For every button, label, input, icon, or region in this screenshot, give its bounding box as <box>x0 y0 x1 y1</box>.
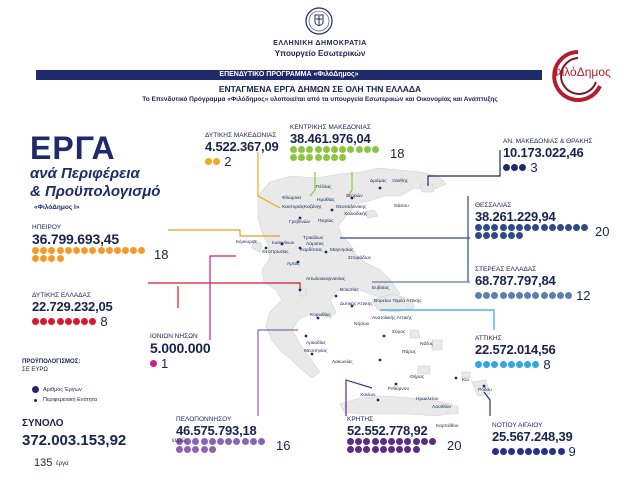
region-count: 9 <box>568 444 576 459</box>
region-label: ΚΕΝΤΡΙΚΗΣ ΜΑΚΕΔΟΝΙΑΣ <box>290 124 371 131</box>
project-dot <box>339 154 346 161</box>
project-dot <box>508 361 515 368</box>
project-dot <box>217 438 224 445</box>
project-dot <box>372 438 379 445</box>
region-kentrikis-makedonias <box>290 124 404 161</box>
project-dot <box>40 318 47 325</box>
project-dot <box>290 154 297 161</box>
region-label: ΔΥΤΙΚΗΣ ΜΑΚΕΔΟΝΙΑΣ <box>205 132 277 139</box>
region-label: ΠΕΛΟΠΟΝΝΗΣΟΥ <box>176 416 232 423</box>
region-count: 8 <box>100 314 108 329</box>
project-dot <box>491 224 498 231</box>
project-dot <box>106 247 113 254</box>
project-dot <box>508 448 515 455</box>
project-dot <box>290 146 297 153</box>
total-value: 372.003.153,92 <box>22 432 127 449</box>
project-dot <box>541 224 548 231</box>
project-dot <box>532 292 539 299</box>
place-label: Αιτωλοακαρνανίας <box>306 277 346 282</box>
project-dot <box>347 438 354 445</box>
project-dot <box>138 247 145 254</box>
project-dot <box>413 446 420 453</box>
place-label: Ηρακλείου <box>416 397 439 402</box>
place-label: Ξάνθης <box>392 179 408 184</box>
region-thessalias <box>475 202 609 239</box>
project-dot <box>48 318 55 325</box>
region-dots <box>475 361 539 368</box>
project-dot <box>233 438 240 445</box>
project-dot <box>500 361 507 368</box>
place-label: Σποράδων <box>348 256 371 261</box>
project-dot <box>380 446 387 453</box>
legend-unit-entity: Περιφερειακή Ενότητα <box>43 397 98 403</box>
project-dot <box>380 438 387 445</box>
place-label: Λάρισας <box>306 242 324 247</box>
place-label: Πέλλας <box>316 185 332 190</box>
project-dot <box>500 292 507 299</box>
title-line-2: & Προϋπολογισμό <box>30 183 161 200</box>
place-label: Θήρας <box>410 375 425 380</box>
project-dot <box>242 438 249 445</box>
place-label: Καρδίτσας <box>300 248 323 253</box>
project-dot <box>524 361 531 368</box>
region-ionion-nison <box>150 333 210 371</box>
place-label: Ανατολικής Αττικής <box>372 316 413 321</box>
place-label: Άρτας <box>287 262 300 267</box>
project-dot <box>176 446 183 453</box>
logo-text: ΦιλόΔημος <box>552 65 611 79</box>
place-label: Θεσσαλονίκης <box>336 205 367 210</box>
place-label: Μαγνησίας <box>330 248 354 253</box>
project-dot <box>98 247 105 254</box>
place-label: Καστοριάς <box>282 205 305 210</box>
place-label: Ευβοίας <box>372 286 390 291</box>
region-dots <box>475 224 591 239</box>
project-dot <box>549 292 556 299</box>
project-dot <box>549 448 556 455</box>
project-dot <box>331 154 338 161</box>
total-currency: ευρώ <box>172 438 187 444</box>
legend-title: ΠΡΟΫΠΟΛΟΓΙΣΜΟΣ: <box>22 359 81 365</box>
page-subtitle: Το Επενδυτικό Πρόγραμμα «Φιλόδημος» υλοποιείται από τα υπουργεία Εσωτερικών και Οικονομίας και Ανάπτυξης <box>142 96 498 103</box>
project-dot <box>519 164 526 171</box>
region-an-makedonias-thrakis <box>503 138 592 175</box>
project-dot <box>57 318 64 325</box>
project-dot <box>565 224 572 231</box>
project-dot <box>573 224 580 231</box>
title-line-3: «ΦιλόΔημος Ι» <box>34 204 80 211</box>
place-label: Κορινθίας <box>310 313 331 318</box>
region-peloponnisou <box>176 416 290 453</box>
region-dytikis-makedonias <box>205 132 279 169</box>
legend-dot-icon <box>32 386 39 393</box>
project-dot <box>192 446 199 453</box>
project-dot <box>323 154 330 161</box>
project-dot <box>516 224 523 231</box>
place-label: Χαλκιδικής <box>344 212 367 217</box>
region-count: 20 <box>447 438 462 454</box>
place-label: Νάξος <box>420 342 434 347</box>
project-dot <box>404 446 411 453</box>
project-dot <box>250 438 257 445</box>
total-count-unit: έργα <box>56 461 69 467</box>
region-label: ΚΡΗΤΗΣ <box>347 416 374 423</box>
region-count: 12 <box>576 288 591 303</box>
project-dot <box>557 224 564 231</box>
project-dot <box>363 438 370 445</box>
region-dots <box>492 448 565 455</box>
total-label: ΣΥΝΟΛΟ <box>22 418 64 429</box>
project-dot <box>511 164 518 171</box>
legend-unit: ΣΕ ΕΥΡΩ <box>22 367 48 373</box>
page-title: ΕΝΤΑΓΜΕΝΑ ΕΡΓΑ ΔΗΜΩΝ ΣΕ ΟΛΗ ΤΗΝ ΕΛΛΑΔΑ <box>218 84 422 94</box>
project-dot <box>315 146 322 153</box>
project-dot <box>40 255 47 262</box>
region-count: 20 <box>595 224 610 240</box>
place-label: Ιωαννίνων <box>272 241 295 246</box>
project-dot <box>347 446 354 453</box>
place-label: Ρεθύμνου <box>388 387 410 392</box>
project-dot <box>192 438 199 445</box>
project-dot <box>81 247 88 254</box>
project-dot <box>517 448 524 455</box>
region-label: ΑΝ. ΜΑΚΕΔΟΝΙΑΣ & ΘΡΑΚΗΣ <box>503 138 593 145</box>
project-dot <box>315 154 322 161</box>
region-budget: 68.787.797,84 <box>475 273 556 288</box>
project-dot <box>306 154 313 161</box>
region-kritis <box>347 416 461 453</box>
project-dot <box>413 438 420 445</box>
region-stereas-elladas <box>475 266 591 303</box>
project-dot <box>475 232 482 239</box>
project-dot <box>503 164 510 171</box>
place-label: Πάρος <box>402 350 416 355</box>
project-dot <box>492 448 499 455</box>
project-dot <box>65 247 72 254</box>
region-dytikis-elladas <box>32 292 113 329</box>
place-label: Θάσου <box>394 204 409 209</box>
region-dots <box>475 292 572 299</box>
project-dot <box>356 146 363 153</box>
project-dot <box>57 247 64 254</box>
place-label: Αρκαδίας <box>306 341 326 346</box>
ministry-label: Υπουργείο Εσωτερικών <box>274 49 366 58</box>
region-count: 3 <box>530 160 538 175</box>
project-dot <box>32 255 39 262</box>
place-label: Βοιωτίας <box>340 288 359 293</box>
project-dot <box>209 446 216 453</box>
project-dot <box>258 438 265 445</box>
project-dot <box>73 247 80 254</box>
project-dot <box>323 146 330 153</box>
project-dot <box>549 224 556 231</box>
project-dot <box>525 448 532 455</box>
region-dots <box>150 360 157 367</box>
project-dot <box>483 232 490 239</box>
region-budget: 38.261.229,94 <box>475 209 556 224</box>
project-dot <box>388 438 395 445</box>
region-budget: 38.461.976,04 <box>290 131 371 146</box>
legend-works: Αριθμός Έργων <box>43 386 82 393</box>
project-dot <box>298 154 305 161</box>
place-label: Φλώρινα <box>282 196 301 201</box>
place-label: Νήσων <box>354 322 370 327</box>
region-budget: 46.575.793,18 <box>176 423 257 438</box>
project-dot <box>558 448 565 455</box>
region-ipeirou <box>32 224 168 262</box>
region-budget: 22.729.232,05 <box>32 299 113 314</box>
place-label: Ρόδου <box>478 388 492 393</box>
project-dot <box>364 146 371 153</box>
region-budget: 52.552.778,92 <box>347 423 428 438</box>
project-dot <box>475 292 482 299</box>
region-attikis <box>475 335 556 372</box>
region-label: ΔΥΤΙΚΗΣ ΕΛΛΑΔΑΣ <box>32 292 91 299</box>
project-dot <box>73 318 80 325</box>
project-dot <box>532 361 539 368</box>
project-dot <box>355 438 362 445</box>
project-dot <box>122 247 129 254</box>
region-budget: 4.522.367,09 <box>205 139 279 154</box>
region-dots <box>347 438 443 453</box>
region-dots <box>32 318 96 325</box>
region-budget: 5.000.000 <box>150 340 211 356</box>
project-dot <box>516 292 523 299</box>
project-dot <box>48 247 55 254</box>
big-title: ΕΡΓΑ <box>30 130 116 166</box>
region-dots <box>32 247 150 262</box>
region-dots <box>503 164 526 171</box>
project-dot <box>541 292 548 299</box>
project-dot <box>483 292 490 299</box>
project-dot <box>524 292 531 299</box>
region-label: ΣΤΕΡΕΑΣ ΕΛΛΑΔΑΣ <box>475 266 537 273</box>
place-label: Τρικάλων <box>303 236 324 241</box>
place-label: Δυτικής Αττικής <box>340 302 373 307</box>
project-dot <box>306 146 313 153</box>
project-dot <box>491 361 498 368</box>
region-label: ΗΠΕΙΡΟΥ <box>32 224 62 231</box>
project-dot <box>516 232 523 239</box>
region-budget: 36.799.693,45 <box>32 231 119 247</box>
place-label: Γρεβενών <box>289 220 310 225</box>
region-count: 1 <box>161 356 169 371</box>
region-count: 16 <box>276 438 291 454</box>
legend-small-dot-icon <box>34 399 37 402</box>
project-dot <box>516 361 523 368</box>
project-dot <box>89 247 96 254</box>
project-dot <box>298 146 305 153</box>
republic-label: ΕΛΛΗΝΙΚΗ ΔΗΜΟΚΡΑΤΙΑ <box>273 40 367 47</box>
place-label: Δράμας <box>370 179 387 184</box>
region-budget: 25.567.248,39 <box>492 429 573 444</box>
region-count: 8 <box>543 357 551 372</box>
project-dot <box>40 247 47 254</box>
project-dot <box>483 361 490 368</box>
region-dots <box>205 158 220 165</box>
project-dot <box>565 292 572 299</box>
project-dot <box>491 292 498 299</box>
region-count: 18 <box>154 247 169 263</box>
place-label: Σύρος <box>392 330 406 335</box>
project-dot <box>388 446 395 453</box>
project-dot <box>508 224 515 231</box>
project-dot <box>404 438 411 445</box>
project-dot <box>372 146 379 153</box>
project-dot <box>500 224 507 231</box>
project-dot <box>89 318 96 325</box>
project-dot <box>347 146 354 153</box>
project-dot <box>32 247 39 254</box>
place-label: Χανίων <box>360 393 376 398</box>
project-dot <box>48 255 55 262</box>
project-dot <box>355 446 362 453</box>
project-dot <box>475 224 482 231</box>
project-dot <box>396 438 403 445</box>
project-dot <box>209 438 216 445</box>
place-label: Βορείου Τομέα Αττικής <box>374 299 422 304</box>
region-dots <box>176 438 272 453</box>
region-dots <box>290 146 386 161</box>
region-label: ΑΤΤΙΚΗΣ <box>475 335 502 342</box>
project-dot <box>65 318 72 325</box>
project-dot <box>201 446 208 453</box>
project-dot <box>396 446 403 453</box>
project-dot <box>372 446 379 453</box>
place-label: Λακωνίας <box>332 360 353 365</box>
project-dot <box>421 438 428 445</box>
region-budget: 10.173.022,46 <box>503 145 584 160</box>
project-dot <box>500 232 507 239</box>
region-label: ΙΟΝΙΩΝ ΝΗΣΩΝ <box>150 333 198 340</box>
project-dot <box>491 232 498 239</box>
project-dot <box>541 448 548 455</box>
region-label: ΘΕΣΣΑΛΙΑΣ <box>475 202 512 209</box>
place-label: Κέρκυρας <box>236 240 257 245</box>
region-notiou-aigaiou <box>492 422 576 459</box>
project-dot <box>524 224 531 231</box>
place-label: Κω <box>462 378 469 383</box>
project-dot <box>581 224 588 231</box>
legend-unit-row <box>32 397 97 403</box>
region-count: 2 <box>224 154 232 169</box>
project-dot <box>130 247 137 254</box>
project-dot <box>331 146 338 153</box>
project-dot <box>475 361 482 368</box>
place-label: Λασιθίου <box>432 405 452 410</box>
place-label: Σερρών <box>346 194 363 199</box>
region-budget: 22.572.014,56 <box>475 342 556 357</box>
project-dot <box>532 224 539 231</box>
place-label: Θεσπρωτίας <box>262 250 289 255</box>
program-band-text: ΕΠΕΝΔΥΤΙΚΟ ΠΡΟΓΡΑΜΜΑ «ΦιλόΔημος» <box>219 71 359 78</box>
project-dot <box>533 448 540 455</box>
project-dot <box>363 446 370 453</box>
project-dot <box>225 438 232 445</box>
project-dot <box>339 146 346 153</box>
project-dot <box>508 232 515 239</box>
region-count: 18 <box>390 146 405 162</box>
region-label: ΝΟΤΙΟΥ ΑΙΓΑΙΟΥ <box>492 422 543 429</box>
project-dot <box>508 292 515 299</box>
project-dot <box>205 158 212 165</box>
project-dot <box>57 255 64 262</box>
title-line-1: ανά Περιφέρεια <box>30 165 140 182</box>
place-label: Καρπάθου <box>436 424 459 429</box>
project-dot <box>213 158 220 165</box>
place-label: Ημαθίας <box>317 198 335 203</box>
project-dot <box>81 318 88 325</box>
total-count: 135 <box>34 457 53 469</box>
project-dot <box>429 438 436 445</box>
legend-works-row <box>32 386 82 393</box>
project-dot <box>557 292 564 299</box>
place-label: Μεσσηνίας <box>304 349 328 354</box>
project-dot <box>150 360 157 367</box>
project-dot <box>500 448 507 455</box>
place-label: Καζάνης <box>304 205 322 210</box>
project-dot <box>184 446 191 453</box>
project-dot <box>483 224 490 231</box>
project-dot <box>201 438 208 445</box>
project-dot <box>32 318 39 325</box>
project-dot <box>114 247 121 254</box>
place-label: Πιερίας <box>318 219 334 224</box>
